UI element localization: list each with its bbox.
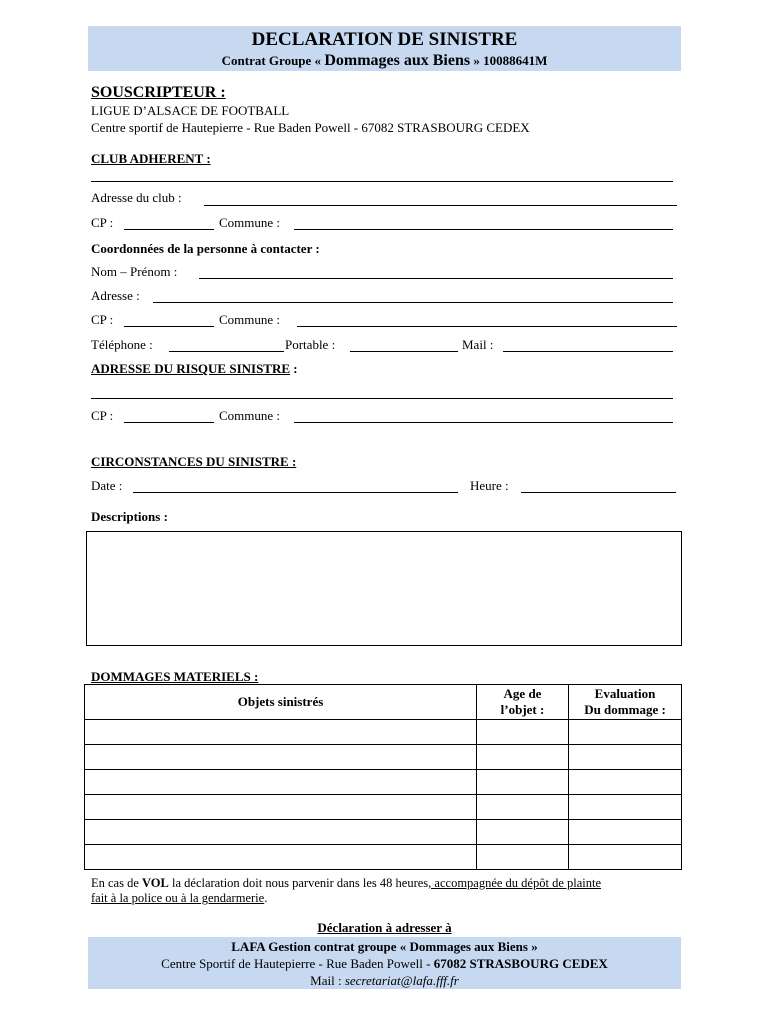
contact-heading: Coordonnées de la personne à contacter : [91, 241, 320, 256]
risk-commune-label: Commune : [219, 408, 281, 423]
age-cell[interactable] [477, 820, 569, 845]
footer-line1: LAFA Gestion contrat groupe « Dommages aux Biens » [231, 939, 538, 954]
time-label: Heure : [470, 478, 509, 493]
table-row [85, 820, 682, 845]
eval-cell[interactable] [569, 770, 682, 795]
age-cell[interactable] [477, 845, 569, 870]
contact-phone-label: Téléphone : [91, 337, 153, 352]
date-field[interactable] [133, 492, 458, 493]
eval-cell[interactable] [569, 720, 682, 745]
theft-note-line1 [91, 876, 601, 891]
contact-cp-label: CP : [91, 312, 114, 327]
club-name-line[interactable] [91, 181, 673, 182]
subtitle-main: Dommages aux Biens [324, 52, 471, 69]
club-address-label: Adresse du club : [91, 190, 182, 205]
age-cell[interactable] [477, 720, 569, 745]
col-eval-header [569, 685, 682, 720]
club-commune-field[interactable] [294, 229, 673, 230]
footer-mail-label: Mail : [310, 973, 345, 988]
souscripteur-heading: SOUSCRIPTEUR : [91, 84, 226, 101]
theft-note-line2 [91, 891, 267, 906]
souscripteur-name: LIGUE D’ALSACE DE FOOTBALL [91, 103, 290, 118]
object-cell[interactable] [85, 770, 477, 795]
contact-address-label: Adresse : [91, 288, 140, 303]
club-address-field[interactable] [204, 205, 677, 206]
eval-cell[interactable] [569, 820, 682, 845]
theft-note-part2: la déclaration doit nous parvenir dans les 48 heures [168, 876, 429, 890]
col-age-header [477, 685, 569, 720]
page-title: DECLARATION DE SINISTRE [251, 29, 518, 50]
contact-name-label: Nom – Prénom : [91, 264, 178, 279]
col-objects-label: Objets sinistrés [237, 694, 324, 709]
contract-subtitle [88, 52, 681, 70]
contact-cp-field[interactable] [124, 326, 214, 327]
table-row [85, 720, 682, 745]
object-cell[interactable] [85, 845, 477, 870]
theft-note-underlined: , accompagnée du dépôt de plainte [428, 876, 602, 890]
eval-cell[interactable] [569, 745, 682, 770]
col-eval-line1: Evaluation [594, 686, 656, 701]
object-cell[interactable] [85, 795, 477, 820]
subtitle-prefix: Contrat Groupe « [221, 53, 322, 68]
object-cell[interactable] [85, 745, 477, 770]
theft-note-part1: En cas de [91, 876, 143, 890]
table-row [85, 770, 682, 795]
damages-table-header [85, 685, 682, 720]
club-commune-label: Commune : [219, 215, 281, 230]
table-row [85, 845, 682, 870]
contact-mail-field[interactable] [503, 351, 673, 352]
descriptions-label: Descriptions : [91, 509, 168, 524]
contact-mail-label: Mail : [462, 337, 494, 352]
col-objects-header [85, 685, 477, 720]
souscripteur-address: Centre sportif de Hautepierre - Rue Baden Powell - 67082 STRASBOURG CEDEX [91, 120, 530, 135]
contact-name-field[interactable] [199, 278, 673, 279]
age-cell[interactable] [477, 745, 569, 770]
theft-note-line2-underlined: fait à la police ou à la gendarmerie [91, 891, 265, 905]
contact-commune-label: Commune : [219, 312, 281, 327]
col-age-line1: Age de [503, 686, 542, 701]
object-cell[interactable] [85, 820, 477, 845]
table-row [85, 795, 682, 820]
descriptions-box[interactable] [86, 531, 682, 646]
contact-mobile-field[interactable] [350, 351, 458, 352]
header-band [88, 26, 681, 71]
footer-city: 67082 STRASBOURG CEDEX [433, 956, 608, 971]
risk-cp-label: CP : [91, 408, 114, 423]
contact-address-field[interactable] [153, 302, 673, 303]
age-cell[interactable] [477, 795, 569, 820]
damages-table [84, 684, 682, 870]
contact-mobile-label: Portable : [285, 337, 336, 352]
footer-address: Centre Sportif de Hautepierre - Rue Baden Powell - [161, 956, 434, 971]
age-cell[interactable] [477, 770, 569, 795]
risk-cp-field[interactable] [124, 422, 214, 423]
damages-heading: DOMMAGES MATERIELS : [91, 669, 259, 684]
col-eval-line2: Du dommage : [584, 702, 666, 717]
table-row [85, 745, 682, 770]
col-age-line2: l’objet : [500, 702, 545, 717]
risk-commune-field[interactable] [294, 422, 673, 423]
theft-note-vol: VOL [142, 876, 169, 890]
contact-commune-field[interactable] [297, 326, 677, 327]
risk-heading [91, 361, 298, 377]
footer-band [88, 937, 681, 989]
risk-heading-text: ADRESSE DU RISQUE SINISTRE [91, 361, 291, 376]
send-to-label: Déclaration à adresser à [317, 920, 452, 935]
object-cell[interactable] [85, 720, 477, 745]
footer-mail-address[interactable]: secretariat@lafa.fff.fr [344, 973, 459, 988]
subtitle-suffix: » 10088641M [473, 53, 548, 68]
date-label: Date : [91, 478, 123, 493]
theft-note-line2-end: . [264, 891, 268, 905]
footer-mail [88, 972, 681, 989]
footer-line2 [88, 955, 681, 972]
time-field[interactable] [521, 492, 676, 493]
club-cp-label: CP : [91, 215, 114, 230]
club-cp-field[interactable] [124, 229, 214, 230]
eval-cell[interactable] [569, 845, 682, 870]
eval-cell[interactable] [569, 795, 682, 820]
club-heading: CLUB ADHERENT : [91, 151, 211, 166]
contact-phone-field[interactable] [169, 351, 284, 352]
risk-heading-colon: : [290, 361, 298, 376]
risk-address-line[interactable] [91, 398, 673, 399]
circumstances-heading: CIRCONSTANCES DU SINISTRE : [91, 454, 297, 469]
